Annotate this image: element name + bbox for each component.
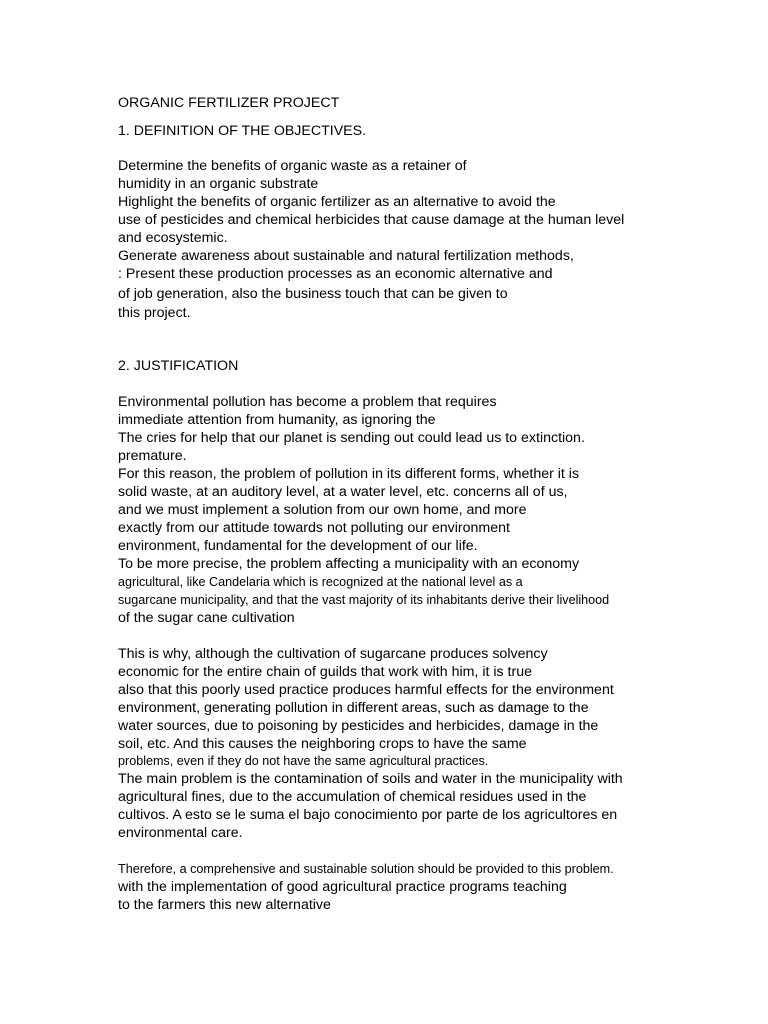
justification-line: exactly from our attitude towards not polluting our environment bbox=[118, 520, 510, 536]
justification-line: soil, etc. And this causes the neighboring crops to have the same bbox=[118, 736, 527, 752]
justification-line: sugarcane municipality, and that the vast majority of its inhabitants derive their livelihood bbox=[118, 593, 610, 607]
justification-line: Environmental pollution has become a problem that requires bbox=[118, 394, 497, 410]
justification-line: agricultural fines, due to the accumulation of chemical residues used in the bbox=[118, 789, 587, 805]
justification-line: water sources, due to poisoning by pesticides and herbicides, damage in the bbox=[118, 718, 599, 734]
objectives-line: and ecosystemic. bbox=[118, 230, 228, 246]
justification-line: with the implementation of good agricultural practice programs teaching bbox=[118, 879, 567, 895]
objectives-line: Determine the benefits of organic waste as a retainer of bbox=[118, 158, 467, 174]
justification-line: This is why, although the cultivation of sugarcane produces solvency bbox=[118, 646, 548, 662]
justification-line: also that this poorly used practice produces harmful effects for the environment bbox=[118, 682, 614, 698]
justification-line: To be more precise, the problem affecting a municipality with an economy bbox=[118, 556, 580, 572]
justification-line: Therefore, a comprehensive and sustainable solution should be provided to this problem. bbox=[118, 862, 614, 876]
document-title: ORGANIC FERTILIZER PROJECT bbox=[118, 95, 340, 111]
section-heading-objectives: 1. DEFINITION OF THE OBJECTIVES. bbox=[118, 123, 367, 139]
objectives-line: of job generation, also the business touch that can be given to bbox=[118, 286, 508, 302]
objectives-line: this project. bbox=[118, 305, 191, 321]
justification-line: problems, even if they do not have the same agricultural practices. bbox=[118, 754, 489, 768]
justification-line: For this reason, the problem of pollution in its different forms, whether it is bbox=[118, 466, 580, 482]
objectives-line: use of pesticides and chemical herbicides that cause damage at the human level bbox=[118, 212, 625, 228]
objectives-line: Generate awareness about sustainable and natural fertilization methods, bbox=[118, 248, 574, 264]
objectives-line: Highlight the benefits of organic fertilizer as an alternative to avoid the bbox=[118, 194, 556, 210]
justification-line: of the sugar cane cultivation bbox=[118, 610, 295, 626]
justification-line: immediate attention from humanity, as ignoring the bbox=[118, 412, 436, 428]
justification-line: cultivos. A esto se le suma el bajo conocimiento por parte de los agricultores en bbox=[118, 807, 618, 823]
justification-line: The cries for help that our planet is sending out could lead us to extinction. bbox=[118, 430, 585, 446]
justification-line: to the farmers this new alternative bbox=[118, 897, 331, 913]
justification-line: and we must implement a solution from our own home, and more bbox=[118, 502, 527, 518]
objectives-line: : Present these production processes as an economic alternative and bbox=[118, 266, 553, 282]
justification-line: agricultural, like Candelaria which is recognized at the national level as a bbox=[118, 575, 523, 589]
justification-line: environment, generating pollution in different areas, such as damage to the bbox=[118, 700, 589, 716]
objectives-line: humidity in an organic substrate bbox=[118, 176, 319, 192]
justification-line: environment, fundamental for the development of our life. bbox=[118, 538, 478, 554]
justification-line: premature. bbox=[118, 448, 187, 464]
justification-line: The main problem is the contamination of soils and water in the municipality with bbox=[118, 771, 623, 787]
justification-line: environmental care. bbox=[118, 825, 243, 841]
section-heading-justification: 2. JUSTIFICATION bbox=[118, 358, 239, 374]
justification-line: solid waste, at an auditory level, at a water level, etc. concerns all of us, bbox=[118, 484, 568, 500]
justification-line: economic for the entire chain of guilds that work with him, it is true bbox=[118, 664, 532, 680]
